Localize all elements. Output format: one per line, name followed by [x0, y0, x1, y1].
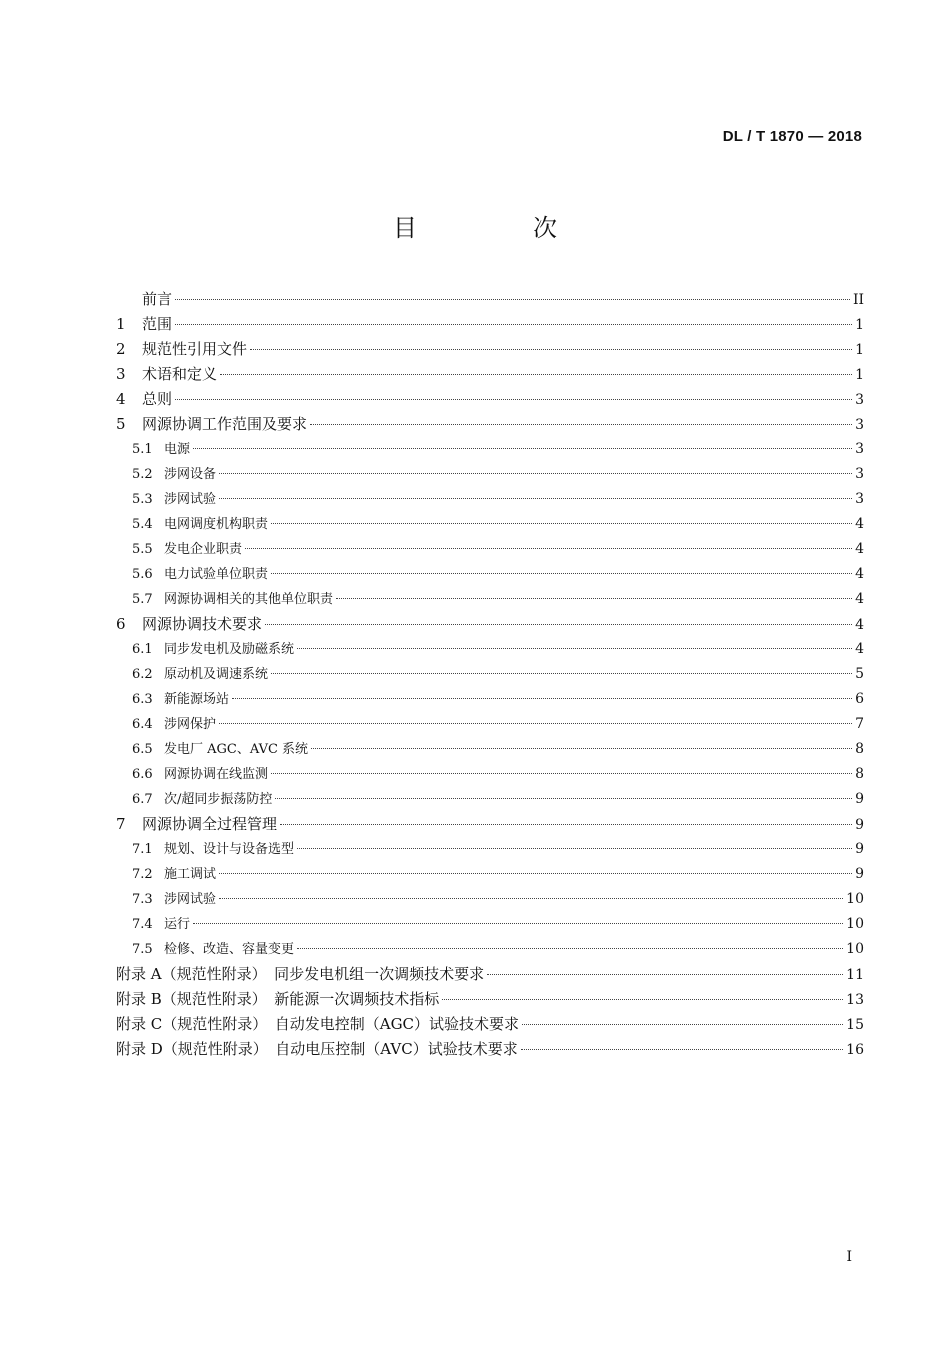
toc-entry[interactable]: [116, 887, 864, 912]
toc-dot-leader: [219, 498, 852, 499]
toc-entry-number: 7.2: [132, 867, 153, 882]
toc-entry[interactable]: [116, 487, 864, 512]
toc-entry-label: 原动机及调速系统: [164, 667, 269, 682]
toc-entry-page: 3: [855, 392, 864, 408]
toc-entry-page: 3: [855, 466, 864, 482]
toc-entry-number: 2: [116, 340, 126, 358]
toc-entry-label: 电网调度机构职责: [164, 517, 269, 532]
toc-entry-page: 3: [855, 441, 864, 457]
toc-entry-number: 7.3: [132, 892, 153, 907]
toc-entry-page: 16: [846, 1042, 864, 1058]
toc-entry-number: 4: [116, 390, 126, 408]
toc-entry-page: 3: [855, 417, 864, 433]
toc-entry-page: 15: [846, 1017, 864, 1033]
toc-entry[interactable]: [116, 462, 864, 487]
toc-entry-label: 规范性引用文件: [142, 340, 248, 358]
toc-entry-number: 5: [116, 415, 126, 433]
toc-dot-leader: [297, 648, 852, 649]
toc-entry-page: 1: [855, 367, 864, 383]
toc-entry-number: 6: [116, 615, 126, 633]
toc-entry-page: 8: [855, 741, 864, 757]
toc-dot-leader: [297, 948, 843, 949]
toc-dot-leader: [193, 923, 843, 924]
toc-dot-leader: [193, 448, 852, 449]
toc-dot-leader: [219, 723, 852, 724]
toc-entry-label: 次/超同步振荡防控: [164, 792, 273, 807]
toc-entry[interactable]: [116, 837, 864, 862]
toc-entry-page: II: [852, 292, 864, 308]
toc-entry-label: 网源协调在线监测: [164, 767, 269, 782]
toc-entry-label: 涉网试验: [164, 892, 217, 907]
toc-entry-page: 9: [855, 817, 864, 833]
toc-entry-page: 11: [846, 967, 864, 983]
toc-entry[interactable]: [116, 962, 864, 987]
toc-entry-page: 9: [855, 791, 864, 807]
toc-dot-leader: [245, 548, 852, 549]
toc-entry-number: 6.4: [132, 717, 153, 732]
page-number: I: [846, 1249, 852, 1265]
toc-entry-page: 10: [846, 891, 864, 907]
page-title: 目 次: [393, 214, 603, 242]
toc-dot-leader: [175, 399, 852, 400]
toc-entry-page: 1: [855, 317, 864, 333]
toc-dot-leader: [521, 1049, 843, 1050]
toc-entry[interactable]: [116, 687, 864, 712]
toc-entry[interactable]: [116, 637, 864, 662]
toc-entry[interactable]: [116, 1037, 864, 1062]
toc-entry-page: 4: [855, 516, 864, 532]
toc-entry-label: 涉网设备: [164, 467, 217, 482]
toc-dot-leader: [522, 1024, 843, 1025]
toc-entry-number: 5.2: [132, 467, 153, 482]
toc-entry-number: 6.6: [132, 767, 153, 782]
toc-entry[interactable]: [116, 587, 864, 612]
toc-entry[interactable]: [116, 787, 864, 812]
toc-entry-label: 网源协调相关的其他单位职责: [164, 592, 334, 607]
toc-entry-page: 9: [855, 841, 864, 857]
toc-entry[interactable]: [116, 937, 864, 962]
toc-entry[interactable]: [116, 437, 864, 462]
toc-entry-number: 5.4: [132, 517, 153, 532]
toc-entry-label: 施工调试: [164, 867, 217, 882]
document-code: DL / T 1870 — 2018: [722, 128, 862, 145]
toc-entry-label: 同步发电机及励磁系统: [164, 642, 295, 657]
toc-entry-page: 13: [846, 992, 864, 1008]
toc-entry[interactable]: [116, 662, 864, 687]
toc-entry-page: 7: [855, 716, 864, 732]
toc-entry[interactable]: [116, 312, 864, 337]
toc-dot-leader: [275, 798, 852, 799]
toc-entry-number: 5.5: [132, 542, 153, 557]
toc-entry-page: 5: [855, 666, 864, 682]
toc-entry-page: 4: [855, 617, 864, 633]
toc-dot-leader: [310, 424, 852, 425]
toc-entry-label: 电力试验单位职责: [164, 567, 269, 582]
toc-entry-label: 电源: [164, 442, 191, 457]
toc-entry[interactable]: [116, 612, 864, 637]
toc-dot-leader: [175, 299, 850, 300]
toc-entry-page: 8: [855, 766, 864, 782]
toc-entry-number: 6.7: [132, 792, 153, 807]
toc-entry-page: 4: [855, 641, 864, 657]
toc-entry-label: 术语和定义: [142, 365, 218, 383]
toc-entry-page: 4: [855, 566, 864, 582]
toc-entry-label: 附录 D（规范性附录） 自动电压控制（AVC）试验技术要求: [116, 1040, 518, 1058]
toc-dot-leader: [271, 673, 852, 674]
toc-entry[interactable]: [116, 337, 864, 362]
toc-entry-label: 附录 C（规范性附录） 自动发电控制（AGC）试验技术要求: [116, 1015, 520, 1033]
toc-entry-number: 7.5: [132, 942, 153, 957]
toc-entry[interactable]: [116, 362, 864, 387]
toc-entry-number: 6.1: [132, 642, 153, 657]
toc-entry-label: 总则: [142, 390, 173, 408]
toc-entry-label: 网源协调全过程管理: [142, 815, 278, 833]
toc-entry-label: 涉网保护: [164, 717, 217, 732]
table-of-contents: [116, 287, 864, 1062]
toc-entry[interactable]: [116, 287, 864, 312]
toc-entry[interactable]: [116, 912, 864, 937]
toc-dot-leader: [280, 824, 852, 825]
toc-entry-number: 6.5: [132, 742, 153, 757]
toc-entry[interactable]: [116, 812, 864, 837]
toc-entry[interactable]: [116, 762, 864, 787]
toc-entry-page: 4: [855, 591, 864, 607]
toc-dot-leader: [271, 773, 852, 774]
toc-dot-leader: [232, 698, 852, 699]
toc-entry-number: 7: [116, 815, 126, 833]
toc-entry-page: 3: [855, 491, 864, 507]
toc-dot-leader: [265, 624, 852, 625]
toc-entry-page: 1: [855, 342, 864, 358]
toc-entry-label: 新能源场站: [164, 692, 230, 707]
toc-entry[interactable]: [116, 737, 864, 762]
toc-entry-label: 运行: [164, 917, 191, 932]
toc-dot-leader: [220, 374, 852, 375]
toc-dot-leader: [336, 598, 852, 599]
toc-entry[interactable]: [116, 512, 864, 537]
toc-dot-leader: [487, 974, 843, 975]
toc-entry-number: 5.6: [132, 567, 153, 582]
toc-entry-number: 1: [116, 315, 126, 333]
toc-entry-page: 10: [846, 916, 864, 932]
toc-entry[interactable]: [116, 387, 864, 412]
toc-entry-label: 范围: [142, 315, 173, 333]
toc-entry[interactable]: [116, 862, 864, 887]
toc-dot-leader: [219, 473, 852, 474]
toc-entry-page: 6: [855, 691, 864, 707]
toc-entry-number: 3: [116, 365, 126, 383]
toc-entry-number: 6.2: [132, 667, 153, 682]
toc-entry-label: 附录 A（规范性附录） 同步发电机组一次调频技术要求: [116, 965, 485, 983]
toc-entry-label: 检修、改造、容量变更: [164, 942, 295, 957]
toc-dot-leader: [271, 573, 852, 574]
toc-entry[interactable]: [116, 1012, 864, 1037]
toc-entry-number: 7.1: [132, 842, 153, 857]
toc-entry-label: 前言: [142, 290, 173, 308]
toc-entry[interactable]: [116, 412, 864, 437]
toc-dot-leader: [271, 523, 852, 524]
toc-entry[interactable]: [116, 987, 864, 1012]
toc-entry-number: 5.1: [132, 442, 153, 457]
toc-entry-label: 附录 B（规范性附录） 新能源一次调频技术指标: [116, 990, 440, 1008]
toc-entry-page: 10: [846, 941, 864, 957]
toc-dot-leader: [219, 873, 852, 874]
toc-entry-label: 网源协调技术要求: [142, 615, 263, 633]
toc-dot-leader: [175, 324, 852, 325]
toc-entry-label: 发电厂 AGC、AVC 系统: [164, 742, 309, 757]
toc-entry[interactable]: [116, 562, 864, 587]
toc-entry-number: 6.3: [132, 692, 153, 707]
toc-entry-number: 5.3: [132, 492, 153, 507]
toc-entry-label: 发电企业职责: [164, 542, 243, 557]
toc-dot-leader: [250, 349, 852, 350]
toc-entry-number: 5.7: [132, 592, 153, 607]
toc-entry-label: 网源协调工作范围及要求: [142, 415, 308, 433]
toc-entry[interactable]: [116, 712, 864, 737]
toc-entry-page: 4: [855, 541, 864, 557]
toc-entry[interactable]: [116, 537, 864, 562]
toc-dot-leader: [297, 848, 852, 849]
toc-dot-leader: [311, 748, 852, 749]
toc-entry-number: 7.4: [132, 917, 153, 932]
toc-dot-leader: [442, 999, 843, 1000]
toc-entry-label: 规划、设计与设备选型: [164, 842, 295, 857]
toc-entry-page: 9: [855, 866, 864, 882]
toc-entry-label: 涉网试验: [164, 492, 217, 507]
toc-dot-leader: [219, 898, 843, 899]
